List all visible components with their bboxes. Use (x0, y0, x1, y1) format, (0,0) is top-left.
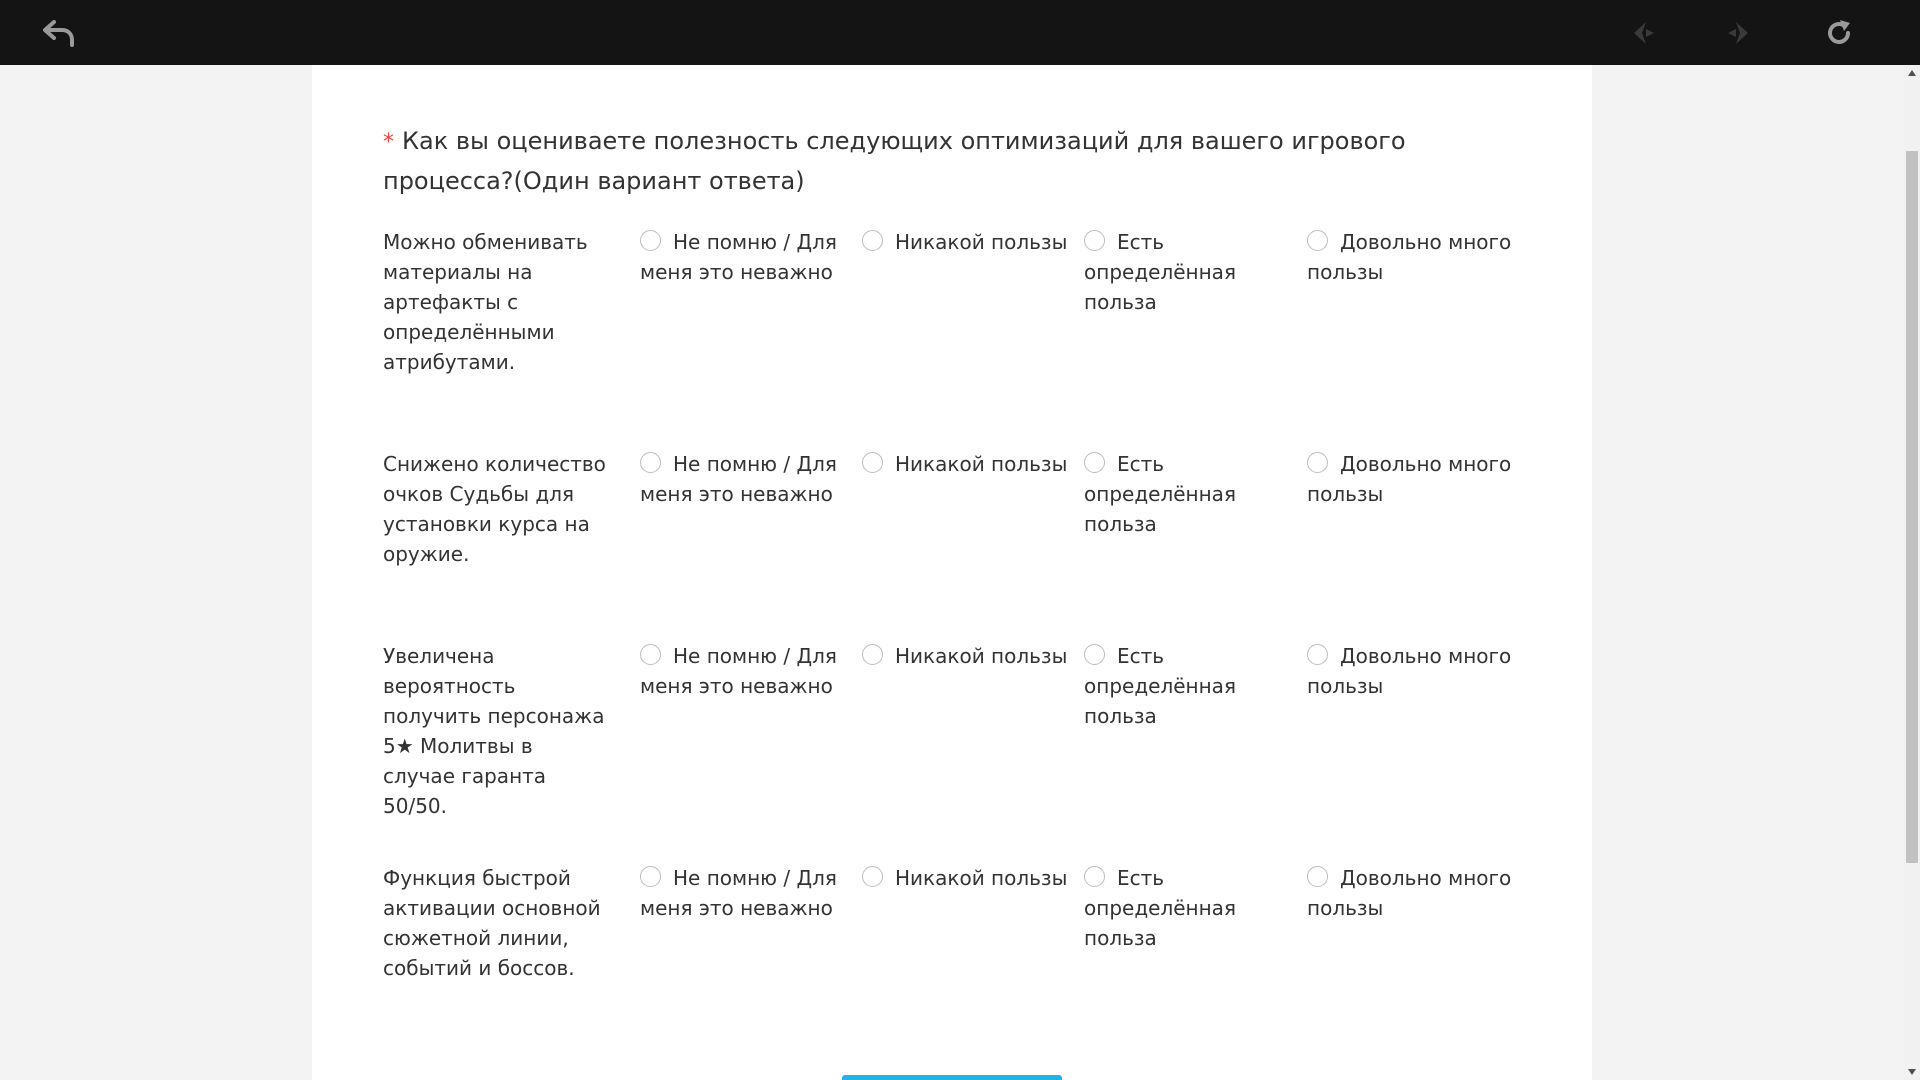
option-label: Есть определённая польза (1084, 866, 1236, 950)
radio-circle-icon[interactable] (862, 230, 883, 251)
row-label: Снижено количество очков Судьбы для установки курса на оружие. (383, 452, 606, 566)
radio-circle-icon[interactable] (862, 644, 883, 665)
radio-circle-icon[interactable] (1084, 866, 1105, 887)
radio-circle-icon[interactable] (640, 644, 661, 665)
option-label: Никакой пользы (895, 644, 1068, 668)
next-button[interactable] (1718, 12, 1760, 54)
option-some-benefit[interactable] (1084, 863, 1294, 953)
radio-circle-icon[interactable] (1084, 644, 1105, 665)
option-label: Не помню / Для меня это неважно (640, 644, 837, 698)
option-dont-remember[interactable] (640, 449, 850, 509)
option-some-benefit[interactable] (1084, 449, 1294, 539)
required-mark: * (383, 130, 394, 155)
option-much-benefit[interactable] (1307, 227, 1517, 287)
back-button[interactable] (38, 12, 80, 54)
option-label: Никакой пользы (895, 452, 1068, 476)
radio-circle-icon[interactable] (640, 230, 661, 251)
radio-circle-icon[interactable] (1307, 866, 1328, 887)
option-label: Не помню / Для меня это неважно (640, 866, 837, 920)
option-dont-remember[interactable] (640, 863, 850, 923)
option-label: Довольно много пользы (1307, 452, 1512, 506)
radio-circle-icon[interactable] (1307, 644, 1328, 665)
scroll-down-button[interactable] (1904, 1064, 1920, 1080)
radio-circle-icon[interactable] (1084, 230, 1105, 251)
option-no-benefit[interactable] (862, 227, 1072, 257)
row-label: Функция быстрой активации основной сюжетной линии, событий и боссов. (383, 866, 601, 980)
submit-button[interactable] (842, 1075, 1062, 1080)
option-no-benefit[interactable] (862, 449, 1072, 479)
radio-circle-icon[interactable] (862, 452, 883, 473)
row-label: Можно обменивать материалы на артефакты с определёнными атрибутами. (383, 230, 588, 374)
scroll-up-button[interactable] (1904, 65, 1920, 81)
scroll-down-arrow-icon (1908, 1069, 1916, 1075)
vertical-scrollbar[interactable] (1904, 65, 1920, 1080)
next-arrow-icon (1724, 18, 1754, 48)
option-label: Никакой пользы (895, 866, 1068, 890)
back-arrow-icon (42, 18, 76, 48)
radio-circle-icon[interactable] (1307, 452, 1328, 473)
option-label: Не помню / Для меня это неважно (640, 452, 837, 506)
option-some-benefit[interactable] (1084, 227, 1294, 317)
question-text: Как вы оцениваете полезность следующих оптимизаций для вашего игрового процесса?(Один вариант ответа) (383, 127, 1406, 195)
radio-circle-icon[interactable] (1307, 230, 1328, 251)
radio-circle-icon[interactable] (640, 866, 661, 887)
top-toolbar (0, 0, 1920, 65)
option-dont-remember[interactable] (640, 641, 850, 701)
option-no-benefit[interactable] (862, 863, 1072, 893)
option-much-benefit[interactable] (1307, 641, 1517, 701)
row-label: Увеличена вероятность получить персонажа 5★ Молитвы в случае гаранта 50/50. (383, 644, 605, 818)
option-much-benefit[interactable] (1307, 863, 1517, 923)
radio-circle-icon[interactable] (1084, 452, 1105, 473)
option-much-benefit[interactable] (1307, 449, 1517, 509)
option-label: Довольно много пользы (1307, 866, 1512, 920)
option-label: Никакой пользы (895, 230, 1068, 254)
option-label: Есть определённая польза (1084, 230, 1236, 314)
question-title (383, 122, 1543, 200)
option-label: Не помню / Для меня это неважно (640, 230, 837, 284)
option-some-benefit[interactable] (1084, 641, 1294, 731)
reload-button[interactable] (1818, 12, 1860, 54)
reload-icon (1823, 17, 1855, 49)
scrollbar-thumb[interactable] (1906, 151, 1918, 863)
radio-circle-icon[interactable] (862, 866, 883, 887)
scroll-up-arrow-icon (1908, 70, 1916, 76)
prev-arrow-icon (1628, 18, 1658, 48)
survey-page (312, 65, 1592, 1080)
option-label: Довольно много пользы (1307, 230, 1512, 284)
option-no-benefit[interactable] (862, 641, 1072, 671)
option-label: Довольно много пользы (1307, 644, 1512, 698)
option-label: Есть определённая польза (1084, 644, 1236, 728)
option-label: Есть определённая польза (1084, 452, 1236, 536)
prev-button[interactable] (1622, 12, 1664, 54)
option-dont-remember[interactable] (640, 227, 850, 287)
radio-circle-icon[interactable] (640, 452, 661, 473)
